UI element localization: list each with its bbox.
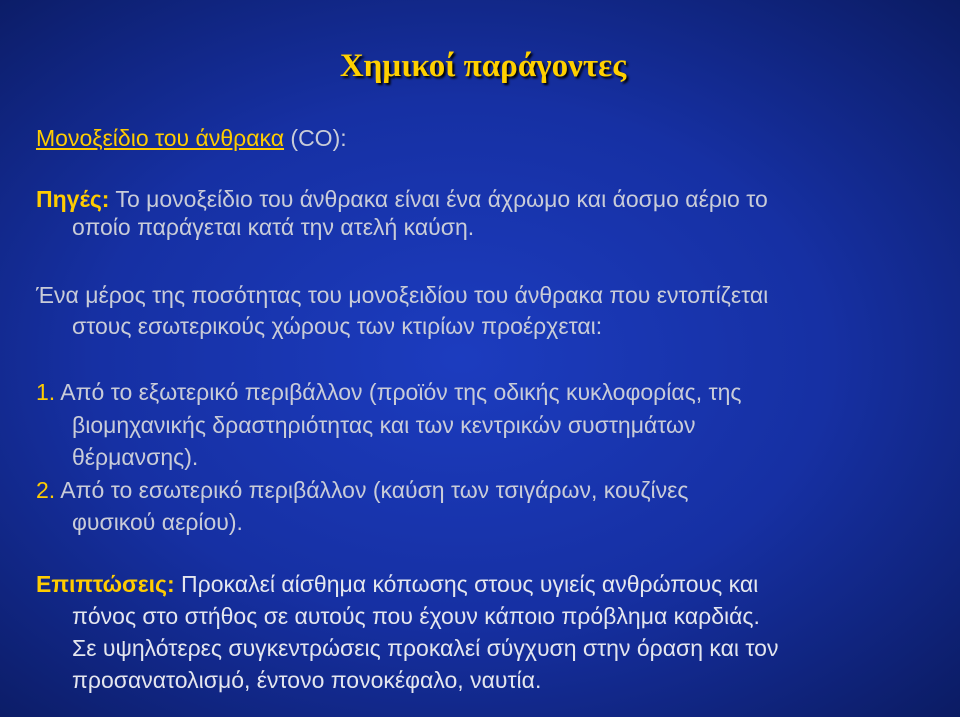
list-item-1-text-2: βιομηχανικής δραστηριότητας και των κεντρικών συστημάτων	[72, 412, 696, 438]
slide-title: Χημικοί παράγοντες	[339, 48, 627, 84]
list-item-2-number: 2.	[36, 477, 56, 503]
co-heading-line	[36, 125, 347, 152]
effects-text-4: προσανατολισμό, έντονο πονοκέφαλο, ναυτία.	[72, 667, 542, 693]
sources-label: Πηγές:	[36, 186, 110, 212]
sources-text-2: οποίο παράγεται κατά την ατελή καύση.	[72, 214, 475, 240]
effects-line-1	[36, 571, 758, 598]
list-item-1-text-1: Από το εξωτερικό περιβάλλον (προϊόν της οδικής κυκλοφορίας, της	[55, 379, 742, 405]
list-item-2-text-1: Από το εσωτερικό περιβάλλον (καύση των τσιγάρων, κουζίνες	[55, 477, 689, 503]
list-item-1-text-3: θέρμανσης).	[72, 444, 199, 470]
co-heading-suffix: (CO):	[284, 125, 347, 151]
effects-text-3: Σε υψηλότερες συγκεντρώσεις προκαλεί σύγχυση στην όραση και τον	[72, 635, 779, 661]
list-item-2-text-2: φυσικού αερίου).	[72, 509, 243, 535]
list-item-2-line-1	[36, 477, 688, 504]
sources-text-1: Το μονοξείδιο του άνθρακα είναι ένα άχρωμο και άοσμο αέριο το	[109, 186, 768, 212]
indoor-text-1: Ένα μέρος της ποσότητας του μονοξειδίου του άνθρακα που εντοπίζεται	[36, 282, 769, 308]
effects-label: Επιπτώσεις:	[36, 571, 175, 597]
effects-text-1: Προκαλεί αίσθημα κόπωσης στους υγιείς ανθρώπους και	[174, 571, 759, 597]
co-heading: Μονοξείδιο του άνθρακα	[36, 125, 285, 151]
effects-text-2: πόνος στο στήθος σε αυτούς που έχουν κάποιο πρόβλημα καρδιάς.	[72, 603, 760, 629]
list-item-1-line-1	[36, 379, 742, 406]
indoor-text-2: στους εσωτερικούς χώρους των κτιρίων προέρχεται:	[72, 313, 603, 339]
list-item-1-number: 1.	[36, 379, 56, 405]
sources-line-1	[36, 186, 768, 213]
